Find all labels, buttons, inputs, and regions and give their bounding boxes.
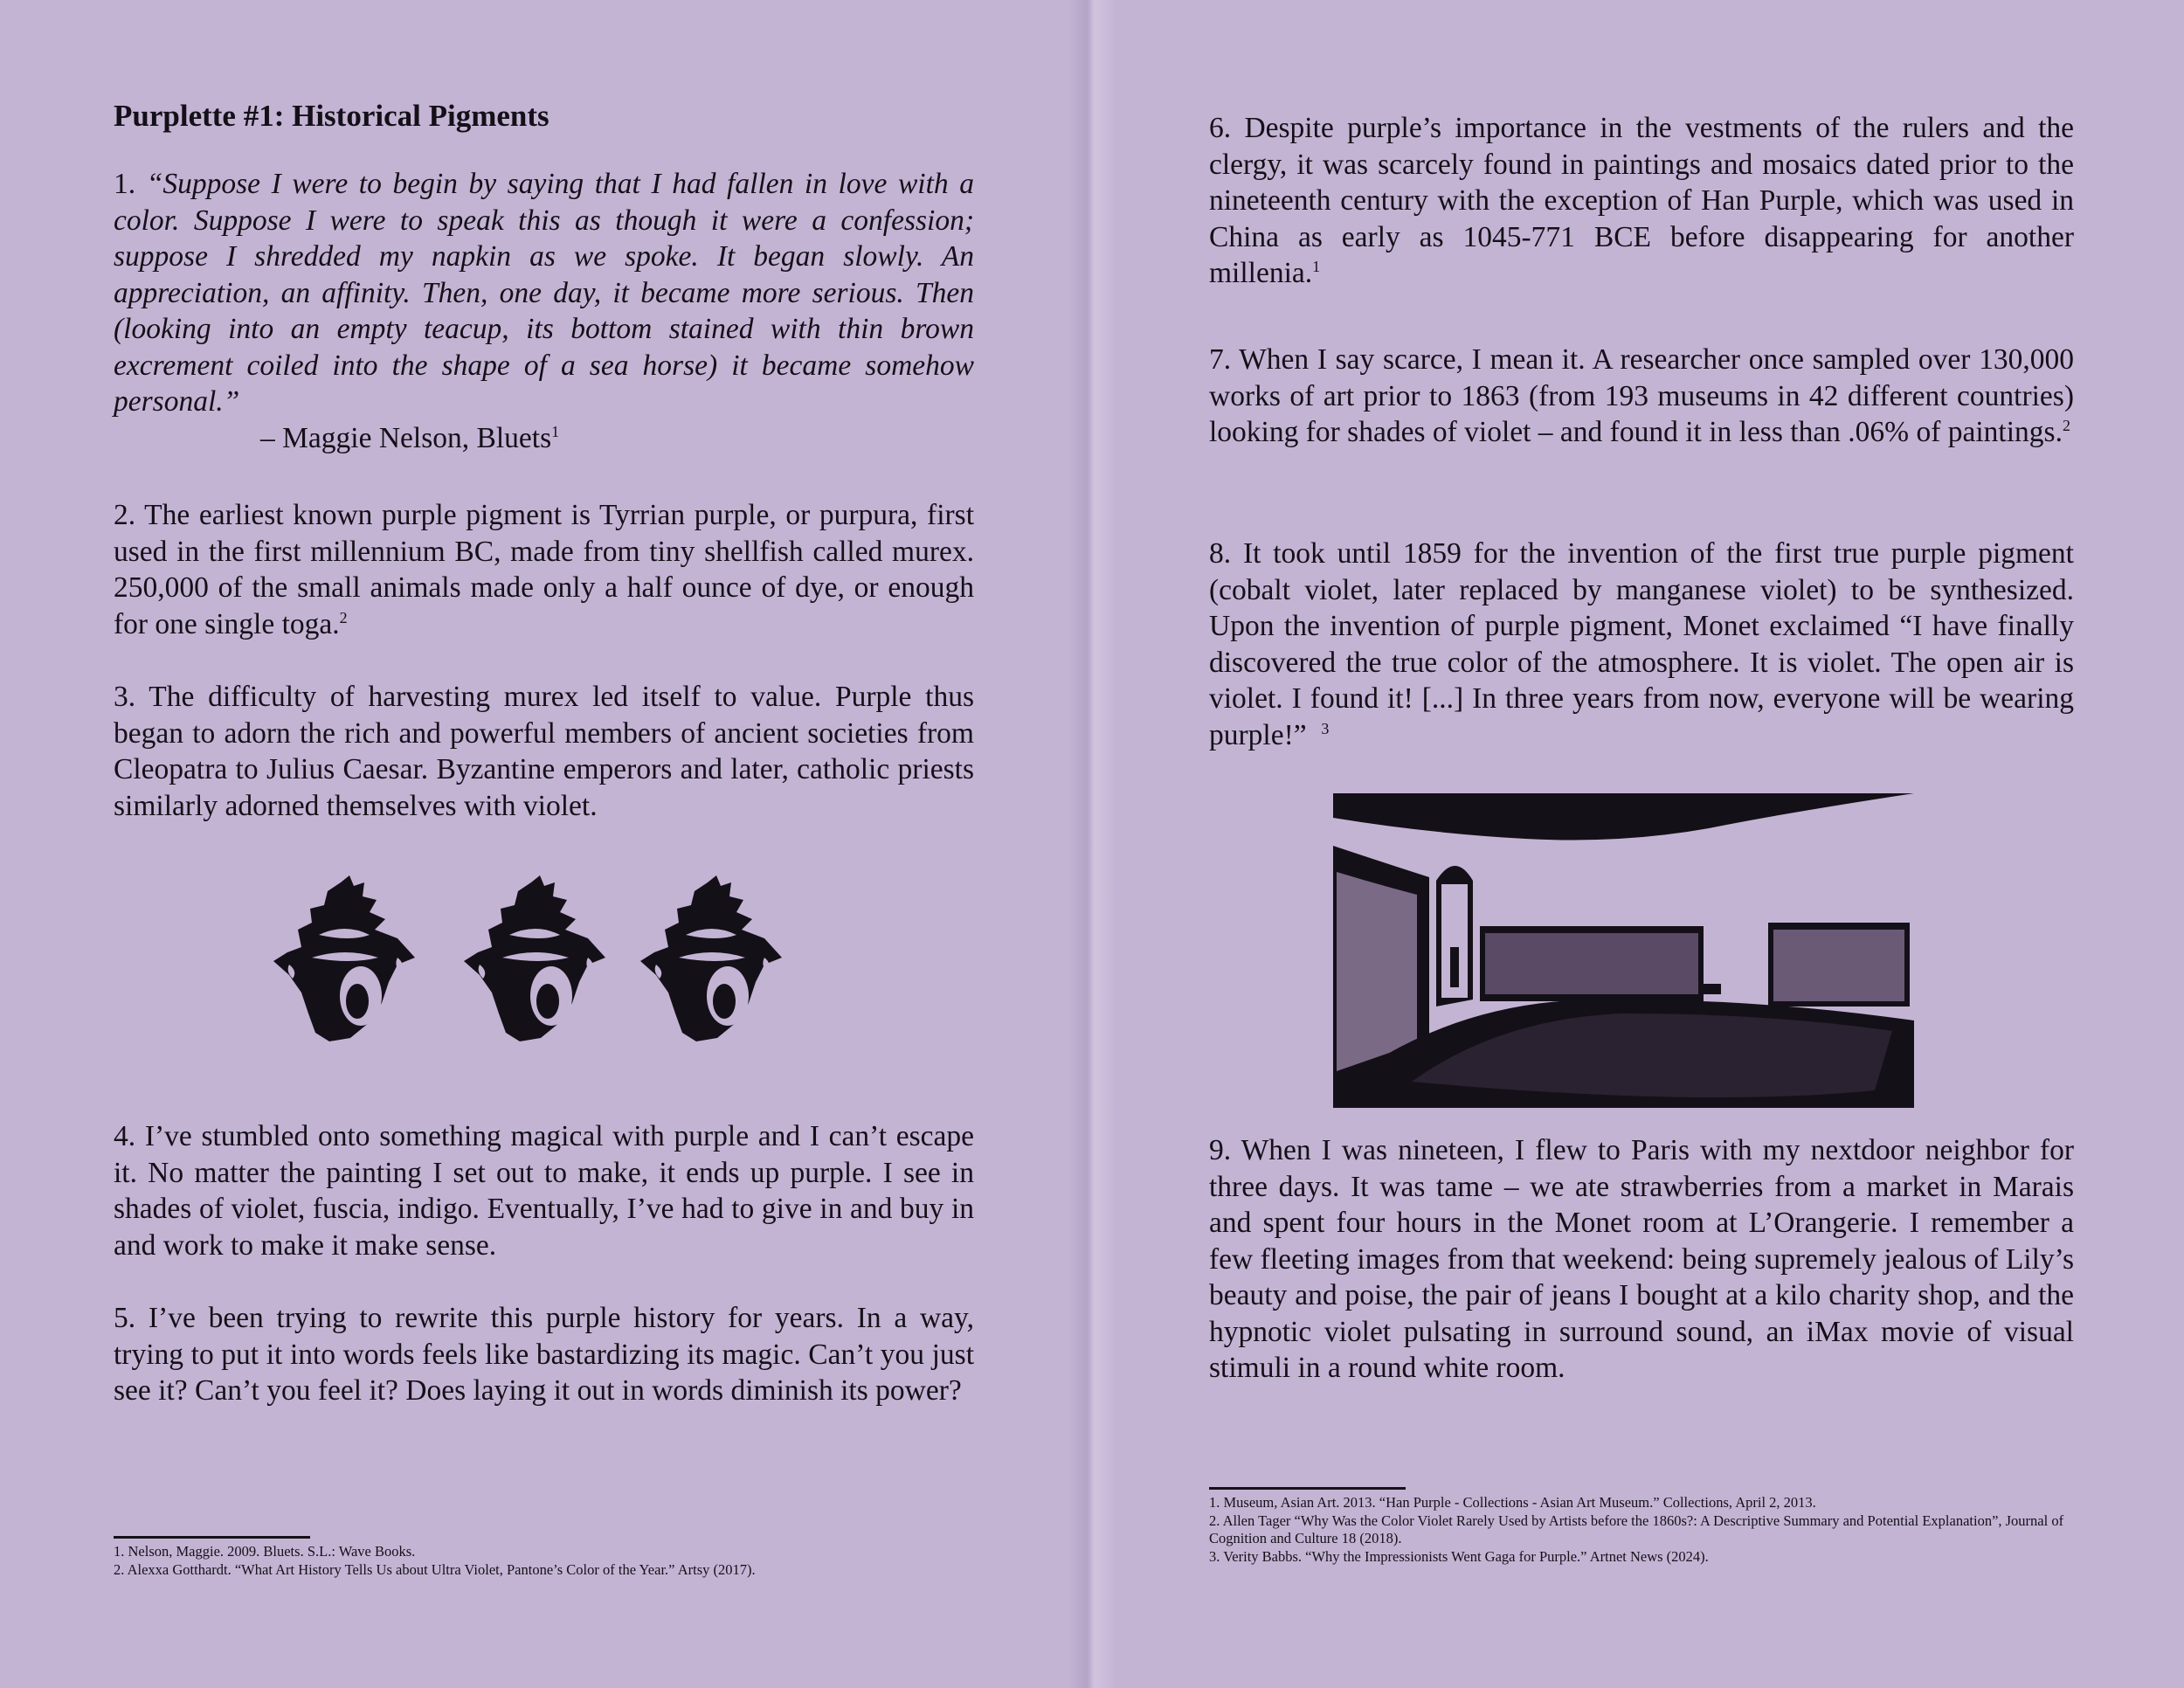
paragraph-4-text: 4. I’ve stumbled onto something magical with purple and I can’t escape it. No matter the painting I set out to make, it ends up purple. I see in shades of violet, fuscia, indigo. Eventually, I’ve had to give in and buy in and work to make it make sense. (114, 1120, 974, 1262)
footnote-item: 1. Nelson, Maggie. 2009. Bluets. S.L.: Wave Books. (114, 1543, 416, 1560)
footnote-divider (1209, 1487, 1406, 1490)
paragraph-7-text: 7. When I say scarce, I mean it. A researcher once sampled over 130,000 works of art prior to 1863 (from 193 museums in 42 different countries) looking for shades of violet – and found it in less than .06% of paintings. (1209, 343, 2074, 448)
quote-attribution-text: – Maggie Nelson, Bluets (260, 421, 552, 454)
right-page (1209, 0, 2074, 1688)
paragraph-8-text: 8. It took until 1859 for the invention of the first true purple pigment (cobalt violet, later replaced by manganese violet) to be synthesized. Upon the invention of purple pigment, Monet exclaimed “I have finally discovered the true color of the atmosphere. It is violet. The open air is violet. I found it! [...] In three years from now, everyone will be wearing purple!” (1209, 537, 2074, 751)
footnote-item: 2. Allen Tager “Why Was the Color Violet Rarely Used by Artists before the 1860s?: A Descriptive Summary and Potential Explanation”, Journal of Cognition and Culture 18 (2018). (1209, 1512, 2064, 1546)
quote-attribution (114, 422, 559, 454)
paragraph-5-text: 5. I’ve been trying to rewrite this purple history for years. In a way, trying to put it into words feels like bastardizing its magic. Can’t you just see it? Can’t you feel it? Does laying it out in words diminish its power? (114, 1302, 974, 1407)
footnote-item: 1. Museum, Asian Art. 2013. “Han Purple - Collections - Asian Art Museum.” Collections, April 2, 2013. (1209, 1494, 1816, 1511)
footnote-item: 3. Verity Babbs. “Why the Impressionists Went Gaga for Purple.” Artnet News (2024). (1209, 1547, 1709, 1565)
paragraph-1-quote: “Suppose I were to begin by saying that I had fallen in love with a color. Suppose I were to speak this as though it were a confession; suppose I shredded my napkin as we spoke. It began slowly. An appreciation, an affinity. Then, one day, it became more serious. Then (looking into an empty teacup, its bottom stained with thin brown excrement coiled into the shape of a sea horse) it became somehow personal.” (114, 168, 974, 418)
paragraph-4 (114, 1118, 974, 1263)
center-fold (1068, 0, 1116, 1688)
footnote-ref: 2 (2062, 416, 2070, 434)
paragraph-6-text: 6. Despite purple’s importance in the vestments of the rulers and the clergy, it was scarcely found in paintings and mosaics dated prior to the nineteenth century with the exception of Han Purple, which was used in China as early as 1045-771 BCE before disappearing for another millenia. (1209, 112, 2074, 289)
paragraph-1-number: 1. (114, 168, 147, 200)
footnote-divider (114, 1536, 310, 1539)
murex-shell-icon (457, 874, 623, 1048)
footnote-ref: 1 (551, 422, 560, 440)
footnotes-left (114, 1543, 974, 1579)
footnote-ref: 2 (339, 608, 348, 626)
paragraph-8 (1209, 536, 2074, 753)
left-page (114, 0, 974, 1688)
paragraph-5 (114, 1300, 974, 1409)
footnote-item: 2. Alexxa Gotthardt. “What Art History Tells Us about Ultra Violet, Pantone’s Color of the Year.” Artsy (2017). (114, 1560, 756, 1578)
footnote-ref: 1 (1312, 257, 1321, 275)
paragraph-9 (1209, 1132, 2074, 1387)
paragraph-1 (114, 166, 974, 456)
paragraph-9-text: 9. When I was nineteen, I flew to Paris with my nextdoor neighbor for three days. It was tame – we ate strawberries from a market in Marais and spent four hours in the Monet room at L’Orangerie. I remember a few fleeting images from that weekend: being supremely jealous of Lily’s beauty and poise, the pair of jeans I bought at a kilo charity shop, and the hypnotic violet pulsating in surround sound, an iMax movie of visual stimuli in a round white room. (1209, 1134, 2074, 1384)
paragraph-3-text: 3. The difficulty of harvesting murex led itself to value. Purple thus began to adorn the rich and powerful members of ancient societies from Cleopatra to Julius Caesar. Byzantine emperors and later, catholic priests similarly adorned themselves with violet. (114, 681, 974, 822)
paragraph-7 (1209, 342, 2074, 451)
footnote-ref: 3 (1321, 719, 1330, 737)
paragraph-6 (1209, 110, 2074, 292)
murex-shell-icon (633, 874, 799, 1048)
paragraph-2-text: 2. The earliest known purple pigment is Tyrrian purple, or purpura, first used in the first millennium BC, made from tiny shellfish called murex. 250,000 of the small animals made only a half ounce of dye, or enough for one single toga. (114, 499, 974, 640)
page-title: Purplette #1: Historical Pigments (114, 99, 549, 133)
orangerie-monet-room-photo (1333, 793, 1914, 1108)
paragraph-3 (114, 679, 974, 824)
footnotes-right (1209, 1494, 2074, 1566)
murex-shell-icon (266, 874, 432, 1048)
murex-shells-illustration (266, 874, 826, 1048)
paragraph-2 (114, 497, 974, 642)
